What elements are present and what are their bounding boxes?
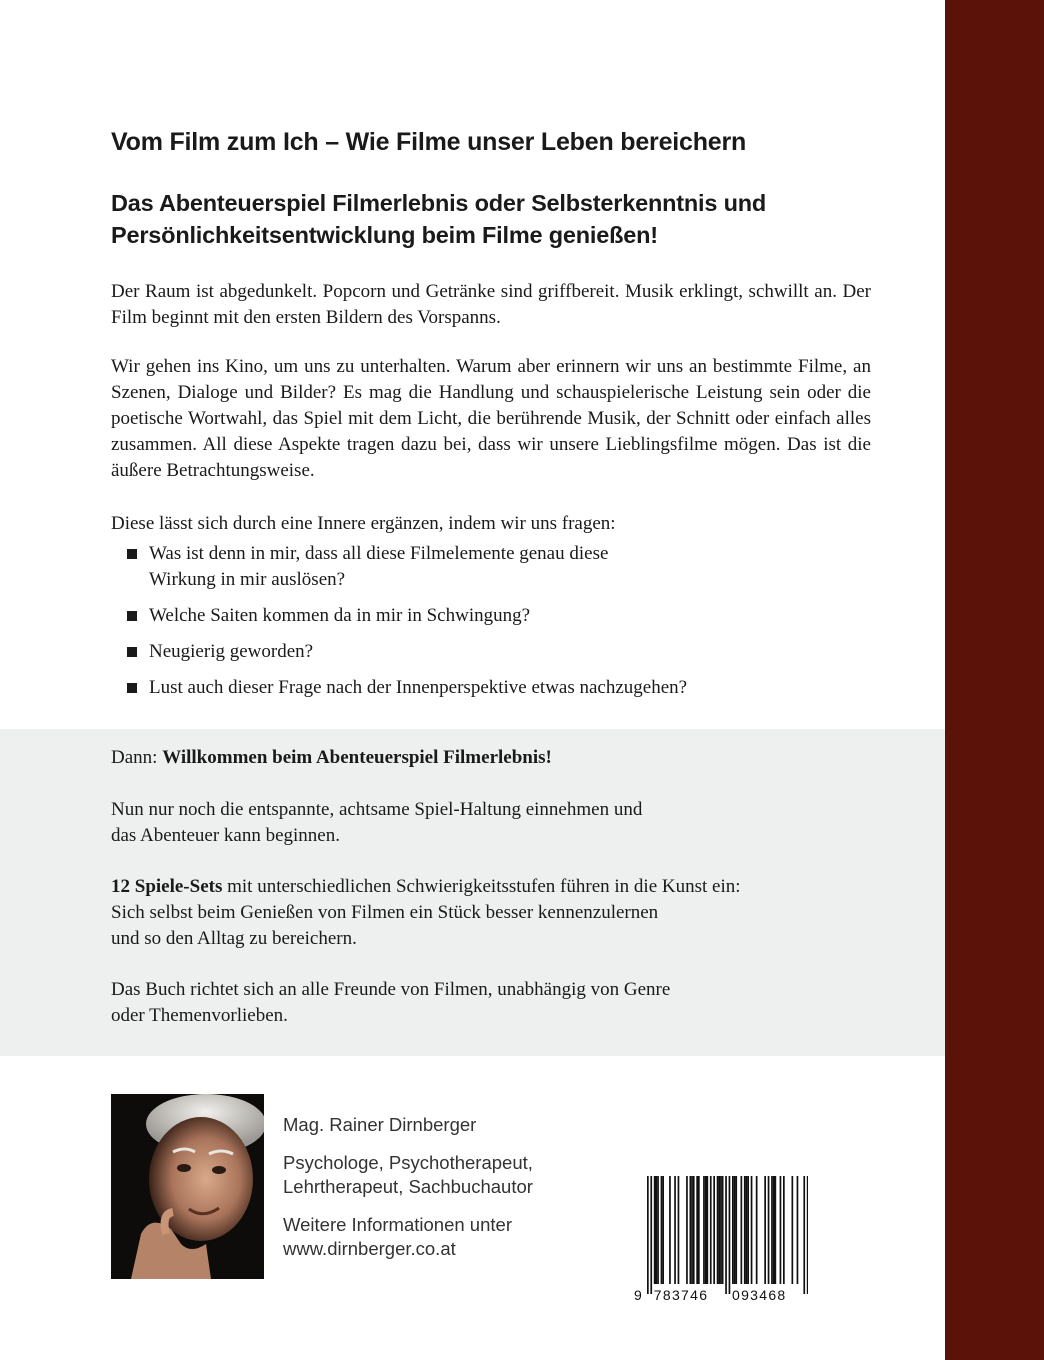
barcode-digit-lead: 9: [634, 1287, 644, 1303]
barcode-bar: [698, 1176, 700, 1284]
barcode-bar: [732, 1176, 734, 1284]
intro-paragraph-1: Der Raum ist abgedunkelt. Popcorn und Getränke sind griffbereit. Musik erklingt, schwillt an. Der Film beginnt mit den ersten Bildern des Vorspanns.: [111, 281, 871, 328]
barcode-bar: [729, 1176, 731, 1294]
barcode-bar: [722, 1176, 724, 1284]
barcode-digits-right: 093468: [732, 1287, 787, 1303]
question-list: [111, 541, 871, 711]
barcode-bar: [734, 1176, 736, 1284]
barcode-bar: [669, 1176, 671, 1284]
barcode-bar: [674, 1176, 676, 1284]
barcode-bar: [741, 1176, 743, 1284]
barcode-bar: [693, 1176, 695, 1284]
barcode-bar: [647, 1176, 649, 1294]
barcode-bar: [691, 1176, 693, 1284]
barcode-bar: [768, 1176, 770, 1284]
barcode-bar: [725, 1176, 727, 1294]
barcode-bar: [797, 1176, 799, 1284]
sets-line-2: Sich selbst beim Genießen von Filmen ein Stück besser kennenzulernen: [111, 902, 659, 923]
question-text: Lust auch dieser Frage nach der Innenperspektive etwas nachzugehen?: [149, 677, 688, 698]
barcode-bar: [662, 1176, 664, 1284]
barcode-bar: [803, 1176, 805, 1294]
square-bullet-icon: [127, 549, 137, 559]
subtitle-line-1: Das Abenteuerspiel Filmerlebnis oder Selbsterkenntnis und: [111, 190, 767, 216]
question-text: Welche Saiten kommen da in mir in Schwingung?: [149, 605, 531, 626]
author-url[interactable]: www.dirnberger.co.at: [283, 1238, 456, 1259]
audience-line-1: Das Buch richtet sich an alle Freunde von Filmen, unabhängig von Genre: [111, 979, 671, 1000]
barcode-bar: [696, 1176, 698, 1284]
author-name: Mag. Rainer Dirnberger: [283, 1114, 477, 1135]
book-spine-strip: [945, 0, 1044, 1360]
barcode-bar: [783, 1176, 785, 1284]
square-bullet-icon: [127, 611, 137, 621]
barcode-bar: [771, 1176, 773, 1284]
barcode-bar: [678, 1176, 680, 1284]
barcode-bar: [686, 1176, 688, 1284]
author-portrait-icon: [111, 1094, 264, 1279]
haltung-paragraph: [111, 797, 871, 849]
barcode-bar: [718, 1176, 720, 1284]
question-text: Neugierig geworden?: [149, 641, 314, 662]
barcode-bar: [792, 1176, 794, 1284]
barcode-bar: [710, 1176, 712, 1284]
barcode-bar: [773, 1176, 775, 1284]
barcode-bar: [775, 1176, 777, 1284]
author-info-label: Weitere Informationen unter: [283, 1214, 512, 1235]
audience-paragraph: [111, 977, 871, 1029]
barcode-bar: [690, 1176, 692, 1284]
author-info: [283, 1113, 603, 1261]
barcode-bar: [713, 1176, 715, 1284]
barcode-bar: [657, 1176, 659, 1284]
welcome-bold: Willkommen beim Abenteuerspiel Filmerlebnis!: [162, 747, 552, 768]
square-bullet-icon: [127, 647, 137, 657]
barcode-bar: [807, 1176, 808, 1294]
barcode-digits-left: 783746: [653, 1287, 709, 1303]
haltung-line-2: das Abenteuer kann beginnen.: [111, 825, 340, 846]
book-title: Vom Film zum Ich – Wie Filme unser Leben bereichern: [111, 128, 747, 156]
barcode-bar: [705, 1176, 707, 1284]
barcode-bar: [703, 1176, 705, 1284]
list-item: [111, 675, 871, 701]
question-text-cont: Wirkung in mir auslösen?: [149, 569, 346, 590]
subtitle-line-2: Persönlichkeitsentwicklung beim Filme genießen!: [111, 222, 658, 248]
square-bullet-icon: [127, 683, 137, 693]
welcome-line: [111, 745, 871, 771]
barcode-bar: [735, 1176, 737, 1284]
question-text: Was ist denn in mir, dass all diese Filmelemente genau diese: [149, 543, 609, 564]
haltung-line-1: Nun nur noch die entspannte, achtsame Spiel-Haltung einnehmen und: [111, 799, 643, 820]
barcode-bar: [707, 1176, 709, 1284]
barcode-bar: [747, 1176, 749, 1284]
barcode-bar: [751, 1176, 753, 1284]
barcode-bars: [633, 1176, 808, 1304]
barcode-bar: [720, 1176, 722, 1284]
book-subtitle: [111, 187, 931, 251]
intro-paragraph-2: Wir gehen ins Kino, um uns zu unterhalten. Warum aber erinnern wir uns an bestimmte Filme, an Szenen, Dialoge und Bilder? Es mag die Handlung und schauspielerische Leistung sein oder die poetische Wortwahl, das Spiel mit dem Licht, die berührende Musik, der Schnitt oder einfach alles zusammen. All diese Aspekte tragen dazu bei, dass wir unsere Lieblingsfilme mögen. Das ist die äußere Betrachtungsweise.: [111, 356, 871, 481]
sets-bold: 12 Spiele-Sets: [111, 876, 223, 897]
author-role-1: Psychologe, Psychotherapeut,: [283, 1152, 533, 1173]
author-role-2: Lehrtherapeut, Sachbuchautor: [283, 1176, 533, 1197]
barcode-bar: [717, 1176, 719, 1284]
barcode-bar: [661, 1176, 663, 1284]
author-photo: [111, 1094, 264, 1279]
barcode-bar: [656, 1176, 658, 1284]
sets-paragraph: [111, 874, 871, 952]
barcode-bar: [654, 1176, 656, 1284]
sets-line-1: mit unterschiedlichen Schwierigkeitsstufen führen in die Kunst ein:: [222, 876, 741, 897]
barcode-bar: [756, 1176, 758, 1284]
barcode-bar: [746, 1176, 748, 1284]
barcode-bar: [780, 1176, 782, 1284]
list-item: [111, 541, 871, 593]
welcome-prefix: Dann:: [111, 747, 158, 768]
list-item: [111, 603, 871, 629]
list-item: [111, 639, 871, 665]
barcode-bar: [764, 1176, 766, 1284]
barcode-bar: [744, 1176, 746, 1284]
intro-paragraph-3: Diese lässt sich durch eine Innere ergänzen, indem wir uns fragen:: [111, 513, 616, 534]
audience-line-2: oder Themenvorlieben.: [111, 1005, 288, 1026]
barcode-bar: [650, 1176, 652, 1294]
sets-line-3: und so den Alltag zu bereichern.: [111, 928, 357, 949]
isbn-barcode: [633, 1176, 808, 1304]
